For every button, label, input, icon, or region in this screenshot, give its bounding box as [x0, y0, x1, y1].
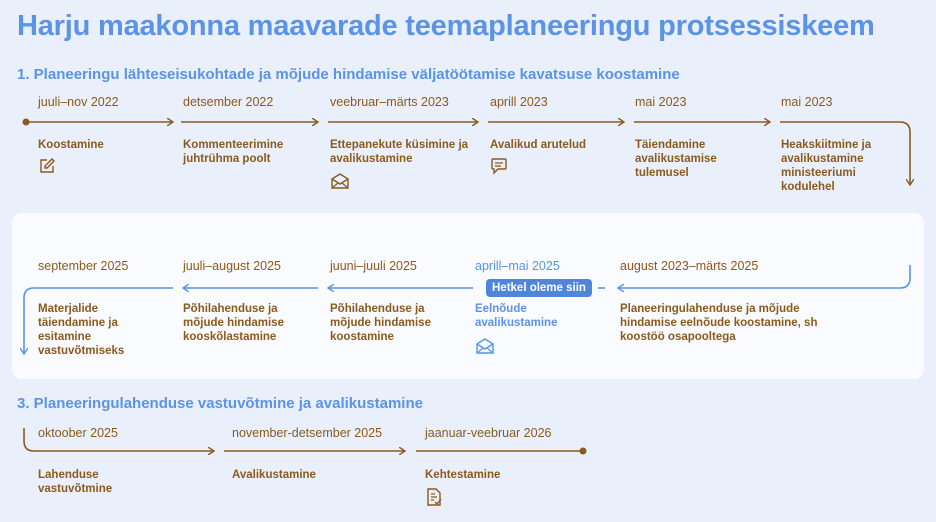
step-2-2-label: Põhilahenduse ja mõjude hindamise kooskõlastamine	[183, 303, 284, 343]
page-title: Harju maakonna maavarade teemaplaneeringu protsessiskeem	[17, 10, 875, 42]
step-3-1-date: oktoober 2025	[38, 426, 118, 440]
step-2-1-date: september 2025	[38, 259, 129, 273]
step-2-1-label: Materjalide täiendamine ja esitamine vastuvõtmiseks	[38, 303, 125, 357]
edit-icon	[38, 157, 56, 175]
chat-icon	[490, 157, 508, 175]
step-2-4-label: Eelnõude avalikustamine	[475, 303, 558, 329]
step-3-2-date: november-detsember 2025	[232, 426, 383, 440]
step-1-1-label: Koostamine	[38, 139, 104, 151]
step-2-4-date: aprill–mai 2025	[475, 259, 560, 273]
step-3-1-label: Lahenduse vastuvõtmine	[38, 469, 113, 495]
step-1-5-label: Täiendamine avalikustamise tulemusel	[635, 139, 717, 179]
step-1-2-date: detsember 2022	[183, 95, 274, 109]
step-1-3-date: veebruar–märts 2023	[330, 95, 449, 109]
step-1-6-date: mai 2023	[781, 95, 833, 109]
step-1-3-label: Ettepanekute küsimine ja avalikustamine	[330, 139, 469, 165]
step-1-4-date: aprill 2023	[490, 95, 548, 109]
section-3-heading: 3. Planeeringulahenduse vastuvõtmine ja avalikustamine	[17, 395, 423, 412]
timeline-end-dot	[580, 448, 587, 455]
step-2-5-date: august 2023–märts 2025	[620, 259, 759, 273]
step-2-3-date: juuni–juuli 2025	[330, 259, 417, 273]
step-2-5-label: Planeeringulahenduse ja mõjude hindamise eelnõude koostamine, sh koostöö osapooltega	[620, 303, 818, 343]
section-1-heading: 1. Planeeringu lähteseisukohtade ja mõjude hindamise väljatöötamise kavatsuse koostamine	[17, 66, 680, 83]
step-3-3-label: Kehtestamine	[425, 469, 501, 481]
step-3-2-label: Avalikustamine	[232, 469, 316, 481]
step-1-5-date: mai 2023	[635, 95, 687, 109]
step-3-3-date: jaanuar-veebruar 2026	[425, 426, 552, 440]
step-2-2-date: juuli–august 2025	[183, 259, 281, 273]
step-1-1-date: juuli–nov 2022	[38, 95, 119, 109]
step-1-4-label: Avalikud arutelud	[490, 139, 587, 151]
step-1-2-label: Kommenteerimine juhtrühma poolt	[183, 139, 284, 165]
step-2-3-label: Põhilahenduse ja mõjude hindamise koostamine	[330, 303, 431, 343]
envelope-icon	[330, 172, 350, 190]
document-check-icon	[425, 487, 443, 507]
step-1-6-label: Heakskiitmine ja avalikustamine ministeeriumi kodulehel	[781, 139, 872, 193]
envelope-icon	[475, 337, 495, 355]
current-stage-badge: Hetkel oleme siin	[486, 279, 592, 297]
